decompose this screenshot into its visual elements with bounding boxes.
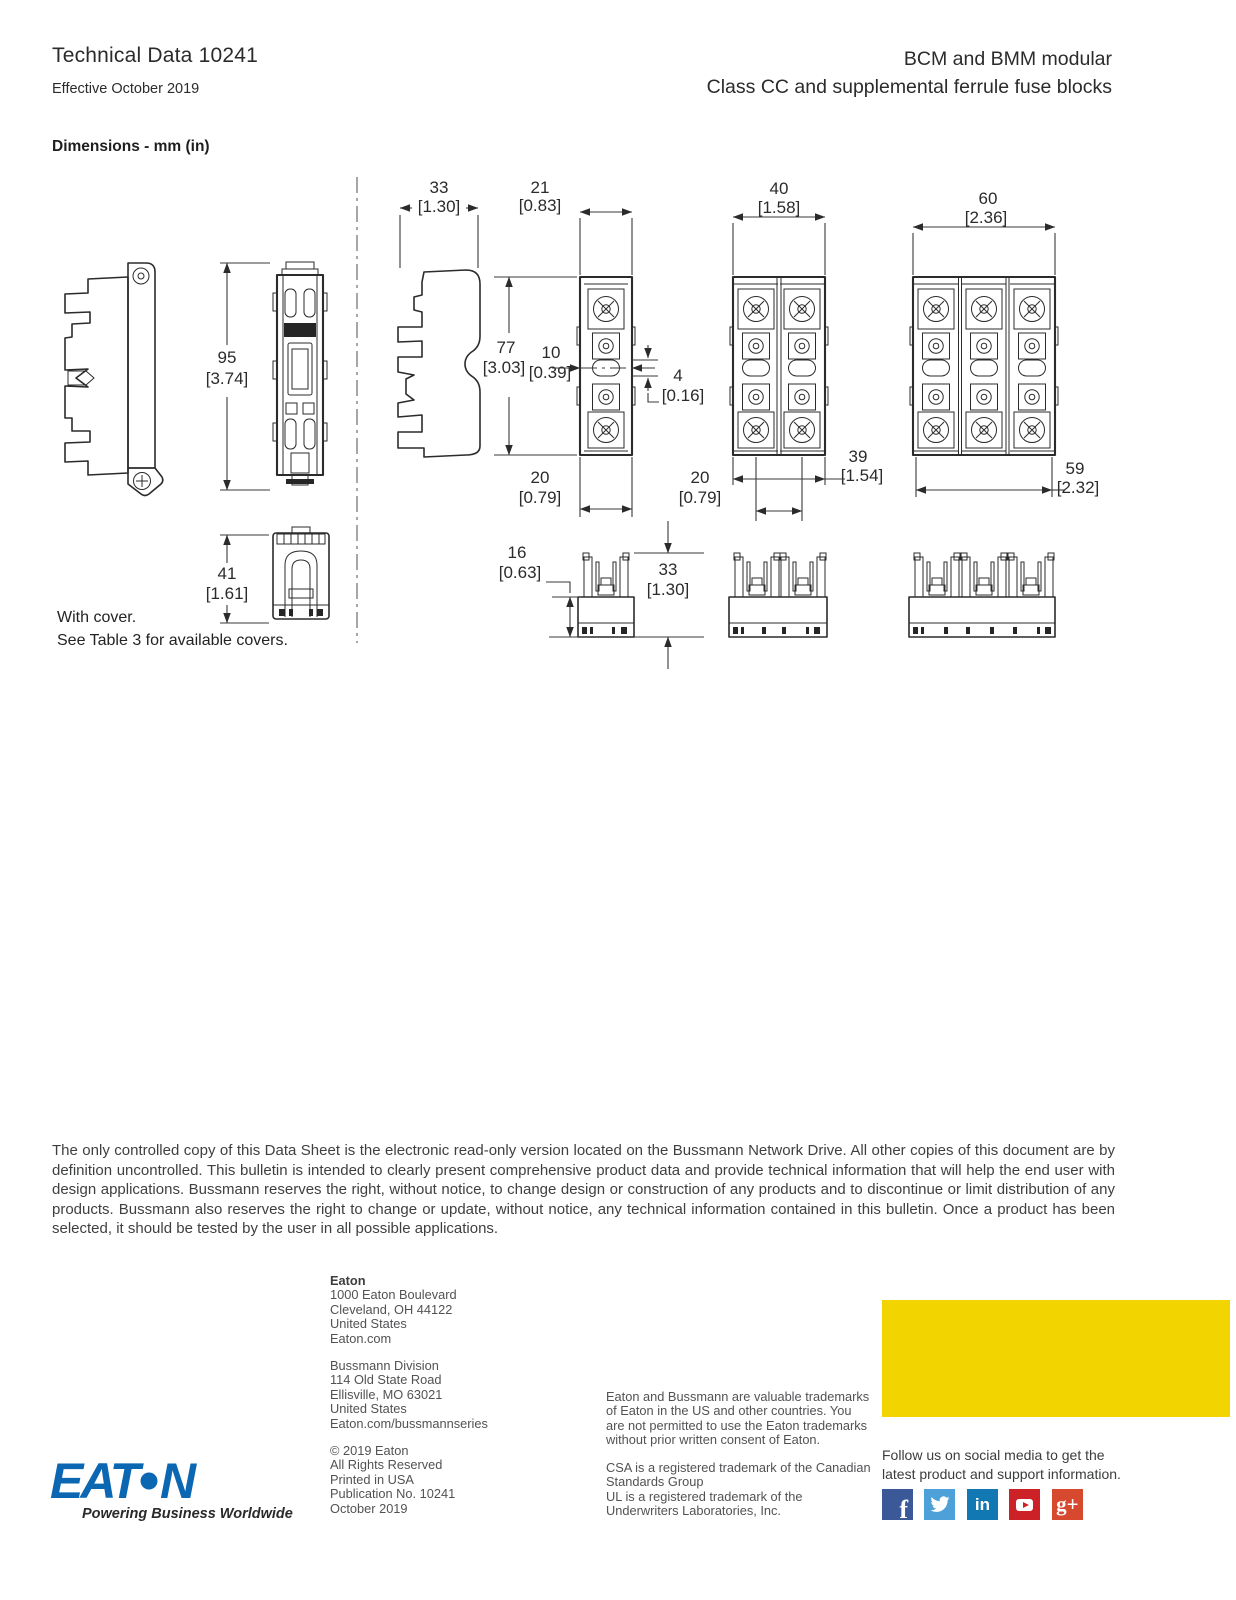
dim-40-in: [1.58] (757, 198, 801, 217)
dim-77-mm: 77 (496, 338, 516, 357)
logo-word-right: N (160, 1453, 194, 1509)
cover-note-line1: With cover. (57, 609, 137, 626)
three-pole-front-view (910, 189, 1099, 497)
eaton-name: Eaton (330, 1273, 366, 1288)
dim-21-in: [0.83] (518, 196, 562, 215)
dim-95-mm: 95 (217, 348, 237, 367)
two-pole-front-view (679, 179, 884, 521)
dim-16-mm: 16 (507, 543, 527, 562)
linkedin-glyph: in (974, 1495, 990, 1514)
dim-59-mm: 59 (1065, 459, 1085, 478)
trademark-line: of Eaton in the US and other countries. You (606, 1403, 852, 1419)
two-pole-bottom-view (729, 553, 827, 637)
youtube-icon[interactable] (1009, 1489, 1040, 1520)
dim-body-height (206, 263, 270, 490)
dim-10-mm: 10 (541, 343, 561, 362)
rights-line: All Rights Reserved (330, 1457, 443, 1473)
dimension-drawings (0, 165, 1236, 677)
promo-url[interactable] (903, 1387, 1230, 1412)
google-plus-glyph: g+ (1056, 1492, 1079, 1516)
dim-20-mm: 20 (530, 468, 550, 487)
logo-tagline: Powering Business Worldwide (82, 1506, 293, 1522)
cover-view (273, 527, 329, 619)
promo-call-prefix: call (903, 1363, 938, 1385)
bussmann-name: Bussmann Division (330, 1358, 439, 1373)
csa-line: CSA is a registered trademark of the Canadian (606, 1460, 871, 1475)
bussmann-website[interactable]: Eaton.com/bussmannseries (330, 1415, 488, 1431)
social-caption (882, 1446, 1121, 1484)
publication-number: Publication No. 10241 (330, 1486, 456, 1502)
publication-block (330, 1444, 590, 1516)
linkedin-icon[interactable] (967, 1489, 998, 1520)
logo-word-left: EAT (50, 1453, 138, 1509)
bussmann-address-block (330, 1359, 590, 1431)
header-left (52, 44, 258, 97)
side-profile-view (398, 270, 480, 457)
trademark-line: Eaton and Bussmann are valuable trademarks (606, 1389, 870, 1404)
cover-note-line2: See Table 3 for available covers. (57, 631, 288, 649)
dim-base-height (499, 543, 588, 637)
dim-39-in: [1.54] (840, 466, 884, 485)
product-title-line1: BCM and BMM modular (903, 48, 1112, 70)
cover-note (57, 607, 288, 652)
registered-trademark-block (606, 1461, 876, 1519)
promo-call-suffix: or visit: (1076, 1363, 1144, 1385)
single-pole-front-view (483, 178, 705, 517)
bussmann-city: Ellisville, MO 63021 (330, 1386, 443, 1402)
social-caption-line1: Follow us on social media to get the (882, 1447, 1105, 1463)
trademark-line: without prior written consent of Eaton. (606, 1432, 821, 1448)
bussmann-street: 114 Old State Road (330, 1372, 442, 1388)
dim-4-in: [0.16] (661, 386, 705, 405)
facebook-icon[interactable] (882, 1489, 913, 1520)
youtube-play-glyph (1016, 1499, 1033, 1511)
dim-40-mm: 40 (769, 179, 789, 198)
dim-4-mm: 4 (673, 366, 683, 385)
eaton-city: Cleveland, OH 44122 (330, 1301, 453, 1317)
printed-line: Printed in USA (330, 1471, 414, 1487)
copyright-line: © 2019 Eaton (330, 1443, 409, 1458)
social-icons-row (882, 1489, 1090, 1520)
dim-77-in: [3.03] (482, 358, 526, 377)
eaton-logo-svg (50, 1452, 260, 1510)
promo-phone[interactable]: 1-855-287-7626 (937, 1363, 1077, 1385)
promo-url-text: Eaton.com/bussmannseries (903, 1387, 1163, 1410)
eaton-country: United States (330, 1316, 407, 1332)
dim-41-in: [1.61] (205, 584, 249, 603)
promo-line3 (903, 1362, 1230, 1387)
ul-line: UL is a registered trademark of the (606, 1488, 803, 1504)
effective-date: Effective October 2019 (52, 81, 200, 97)
eaton-website[interactable]: Eaton.com (330, 1330, 392, 1346)
dim-20b-in: [0.79] (678, 488, 722, 507)
promo-line1: For Eaton’s Bussmann series (903, 1314, 1158, 1336)
trademark-line: are not permitted to use the Eaton trademarks (606, 1417, 868, 1433)
ul-line: Underwriters Laboratories, Inc. (606, 1503, 781, 1519)
csa-line: Standards Group (606, 1474, 704, 1490)
google-plus-icon[interactable] (1052, 1489, 1083, 1520)
facebook-glyph: f (899, 1495, 908, 1520)
header-right (707, 46, 1112, 101)
three-pole-bottom-view (909, 553, 1055, 637)
twitter-bird-glyph (929, 1494, 950, 1515)
narrow-front-view (273, 262, 327, 485)
side-profile-with-flange (65, 263, 163, 496)
logo-dot (141, 1473, 158, 1490)
document-title: Technical Data 10241 (52, 44, 258, 67)
twitter-icon[interactable] (924, 1489, 955, 1520)
dim-block-depth (634, 521, 704, 669)
eaton-address-block (330, 1274, 590, 1346)
publication-date: October 2019 (330, 1500, 408, 1516)
dim-10-in: [0.39] (528, 363, 572, 382)
dim-41-mm: 41 (217, 564, 237, 583)
dim-33b-in: [1.30] (646, 580, 690, 599)
dim-33b-mm: 33 (658, 560, 678, 579)
dim-59-in: [2.32] (1056, 478, 1100, 497)
promo-line2: product information, (903, 1338, 1076, 1361)
single-pole-bottom-view (578, 553, 634, 637)
dim-95-in: [3.74] (205, 369, 249, 388)
bussmann-country: United States (330, 1401, 407, 1417)
social-caption-line2: latest product and support information. (882, 1466, 1121, 1482)
dim-16-in: [0.63] (498, 563, 542, 582)
disclaimer-paragraph: The only controlled copy of this Data Sheet is the electronic read-only version located on the Bussmann Network Drive. All other copies of this document are by definition uncontrolled. This bulletin is intended to clearly present comprehensive product data and provide technical information that will help the end user with design applications. Bussmann reserves the right, without notice, to change design or construction of any products and to discontinue or limit distribution of any products. Bussmann also reserves the right to change or update, without notice, any technical information contained in this bulletin. Once a product has been selected, it should be tested by the user in all possible applications. (52, 1142, 1115, 1238)
product-title-line2: Class CC and supplemental ferrule fuse blocks (706, 75, 1112, 98)
dim-21-mm: 21 (530, 178, 550, 197)
dim-20-in: [0.79] (518, 488, 562, 507)
dim-side-width (400, 178, 478, 268)
dim-20b-mm: 20 (690, 468, 710, 487)
promo-box (882, 1300, 1230, 1417)
dim-33-in: [1.30] (417, 197, 461, 216)
eaton-street: 1000 Eaton Boulevard (330, 1287, 457, 1303)
dim-39-mm: 39 (848, 447, 868, 466)
trademark-block (606, 1390, 876, 1448)
dim-60-mm: 60 (978, 189, 998, 208)
dim-60-in: [2.36] (964, 208, 1008, 227)
dim-33-mm: 33 (429, 178, 449, 197)
dimensions-heading: Dimensions - mm (in) (52, 138, 210, 155)
